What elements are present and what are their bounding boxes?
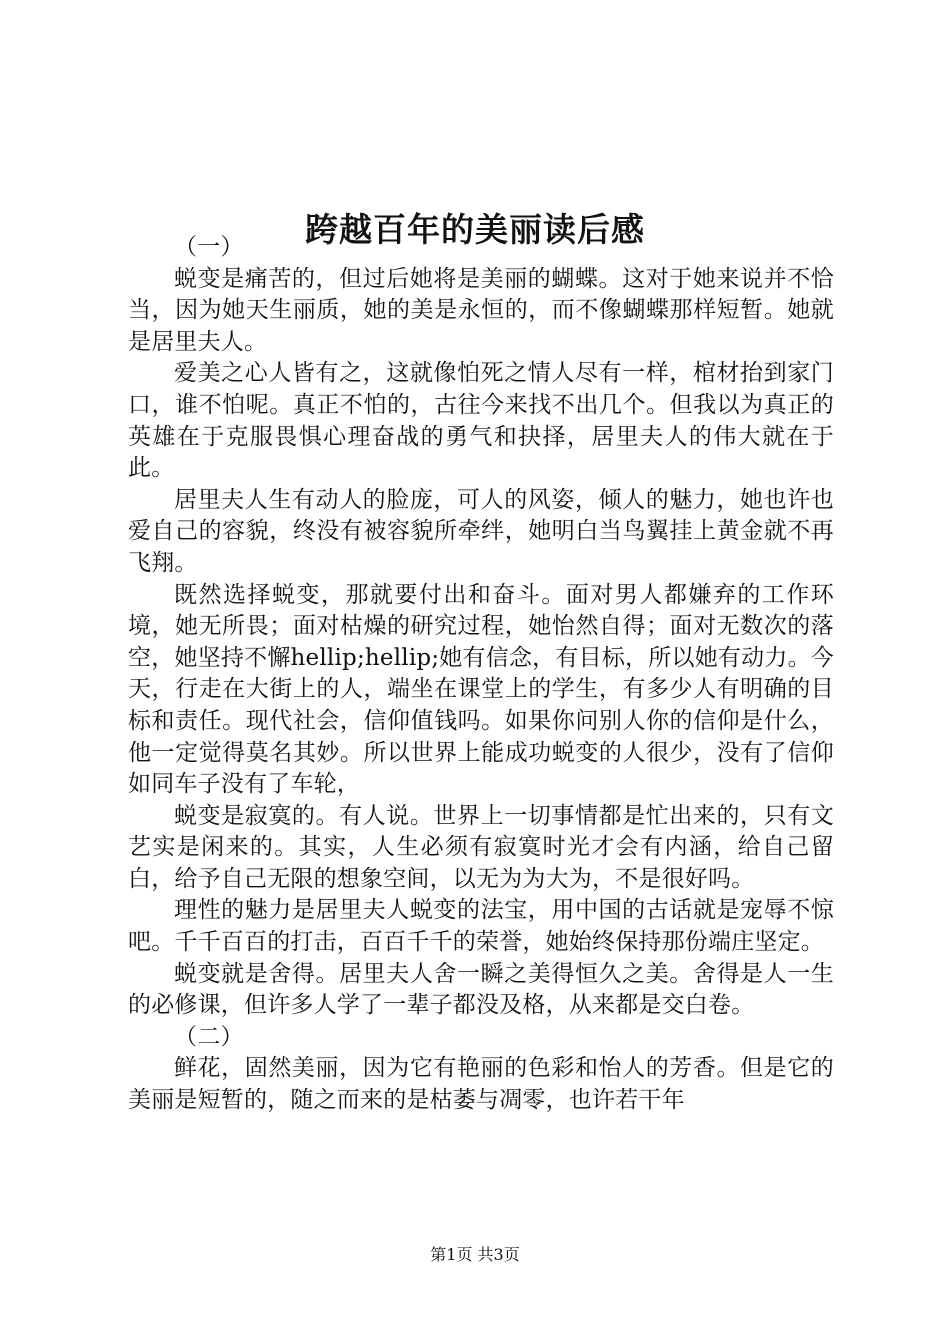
page-number-footer: 第1页 共3页 (430, 1245, 520, 1264)
paragraph: 鲜花，固然美丽，因为它有艳丽的色彩和怡人的芳香。但是它的美丽是短暂的，随之而来的是枯萎与凋零，也许若干年 (128, 1055, 834, 1114)
paragraph: 居里夫人生有动人的脸庞，可人的风姿，倾人的魅力，她也许也爱自己的容貌，终没有被容貌所牵绊，她明白当鸟翼挂上黄金就不再飞翔。 (128, 486, 834, 576)
paragraph: 蜕变是寂寞的。有人说。世界上一切事情都是忙出来的，只有文艺实是闲来的。其实，人生必须有寂寞时光才会有内涵，给自己留白，给予自己无限的想象空间，以无为为大为，不是很好吗。 (128, 802, 834, 892)
paragraph: 既然选择蜕变，那就要付出和奋斗。面对男人都嫌弃的工作环境，她无所畏；面对枯燥的研究过程，她怡然自得；面对无数次的落空，她坚持不懈hellip;hellip;她有信念，有目标，所以她有动力。今天，行走在大街上的人，端坐在课堂上的学生，有多少人有明确的目标和责任。现代社会，信仰值钱吗。如果你问别人你的信仰是什么，他一定觉得莫名其妙。所以世界上能成功蜕变的人很少，没有了信仰如同车子没有了车轮， (128, 581, 834, 798)
section-heading-2: （二） (174, 1023, 244, 1050)
document-title: 跨越百年的美丽读后感 (305, 210, 645, 250)
section-heading-1: （一） (174, 234, 244, 260)
document-body (128, 232, 834, 1117)
paragraph: 蜕变是痛苦的，但过后她将是美丽的蝴蝶。这对于她来说并不恰当，因为她天生丽质，她的美是永恒的，而不像蝴蝶那样短暂。她就是居里夫人。 (128, 265, 834, 355)
paragraph: 蜕变就是舍得。居里夫人舍一瞬之美得恒久之美。舍得是人一生的必修课，但许多人学了一辈子都没及格，从来都是交白卷。 (128, 960, 834, 1019)
paragraph: 理性的魅力是居里夫人蜕变的法宝，用中国的古话就是宠辱不惊吧。千千百百的打击，百百千千的荣誉，她始终保持那份端庄坚定。 (128, 897, 834, 956)
paragraph: 爱美之心人皆有之，这就像怕死之情人尽有一样，棺材抬到家门口，谁不怕呢。真正不怕的，古往今来找不出几个。但我以为真正的英雄在于克服畏惧心理奋战的勇气和抉择，居里夫人的伟大就在于此。 (128, 360, 834, 482)
